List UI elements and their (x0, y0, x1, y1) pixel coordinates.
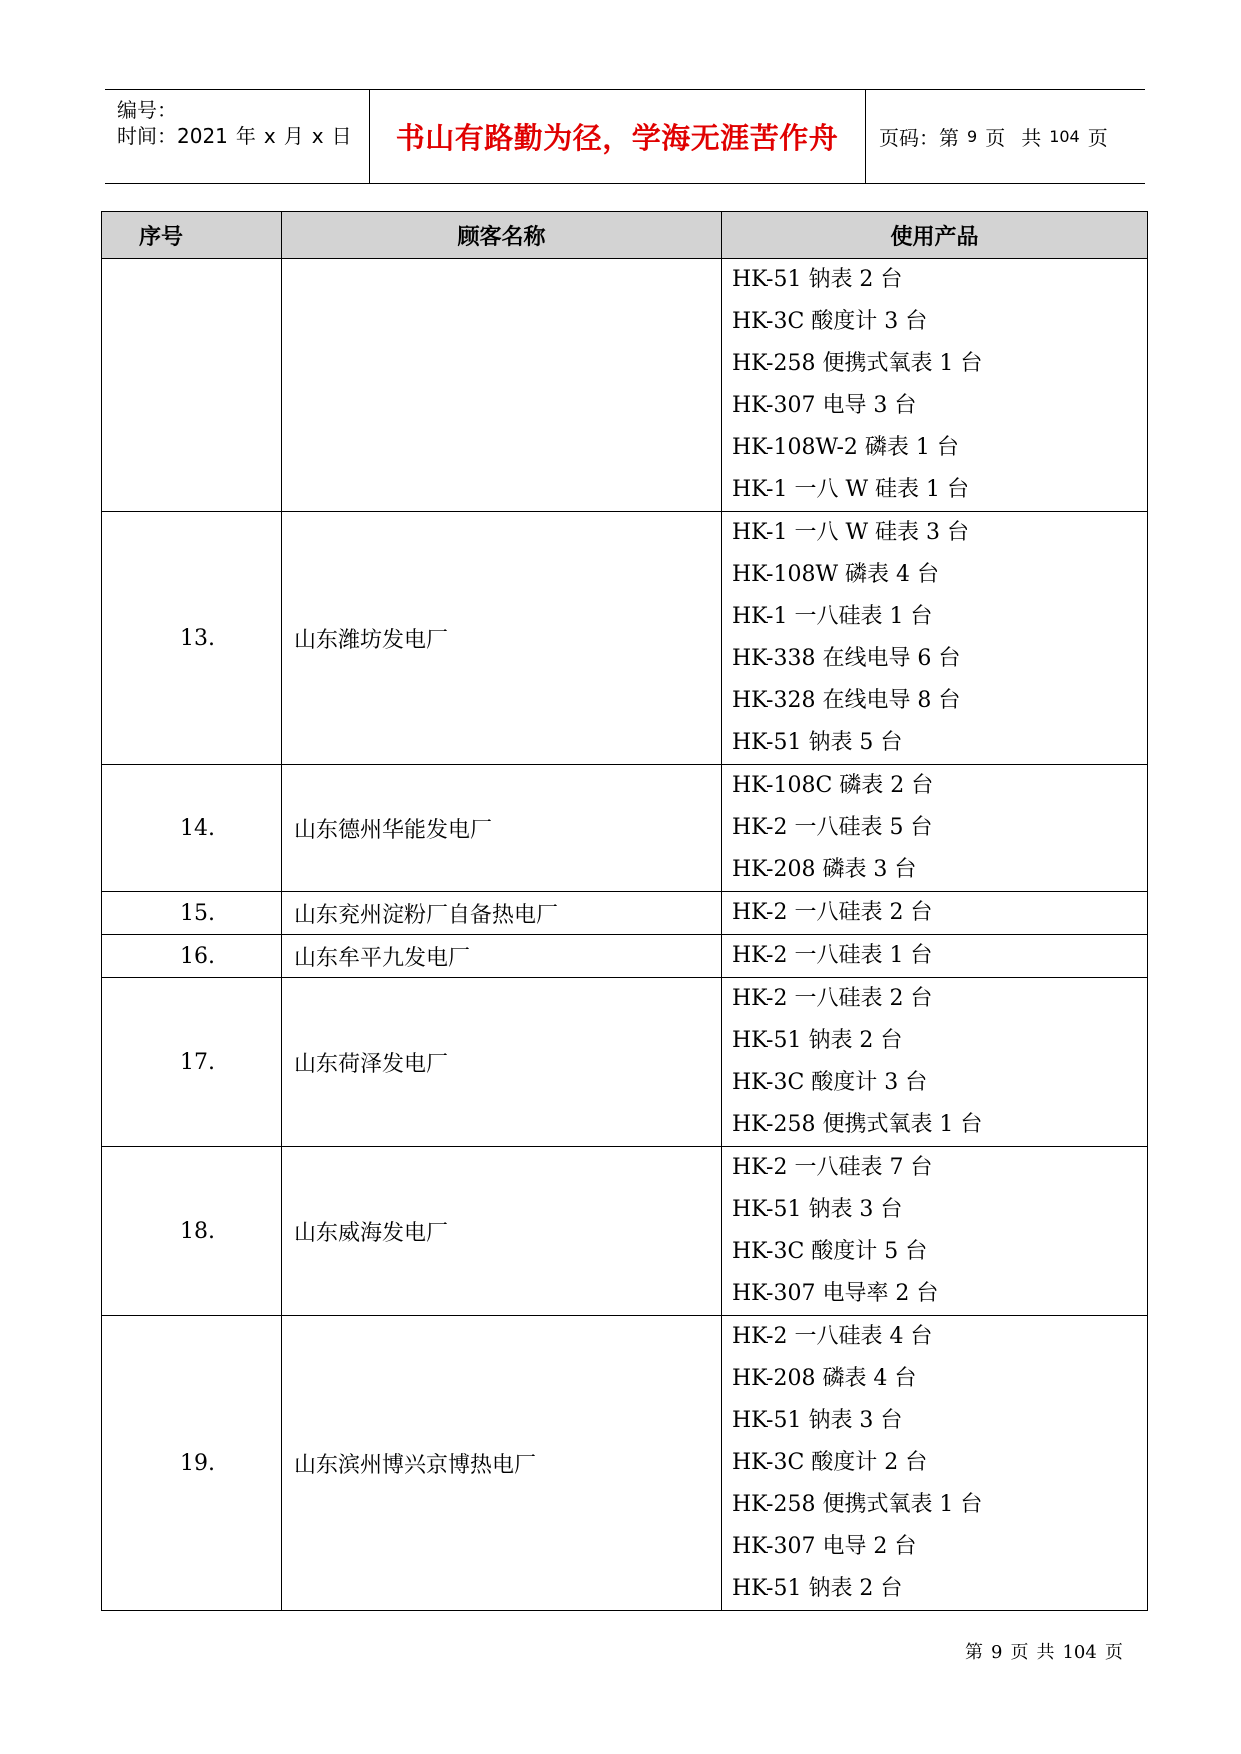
footer-suffix: 页 (1104, 1642, 1123, 1663)
product-line: HK-1 一八硅表 1 台 (732, 604, 933, 629)
product-line: HK-328 在线电导 8 台 (732, 688, 961, 713)
table-row (102, 259, 1148, 512)
row-products (722, 512, 1148, 765)
product-line: HK-3C 酸度计 3 台 (732, 309, 928, 334)
document-time (117, 120, 352, 149)
product-line: HK-51 钠表 3 台 (732, 1408, 903, 1433)
header-page-indicator (865, 90, 1145, 183)
row-products (722, 935, 1148, 978)
product-line: HK-2 一八硅表 2 台 (732, 900, 933, 925)
product-line: HK-3C 酸度计 2 台 (732, 1450, 928, 1475)
product-line: HK-208 磷表 3 台 (732, 857, 917, 882)
table-row (102, 892, 1148, 935)
product-line: HK-51 钠表 5 台 (732, 730, 903, 755)
product-line: HK-3C 酸度计 3 台 (732, 1070, 928, 1095)
product-line: HK-307 电导率 2 台 (732, 1281, 939, 1306)
product-line: HK-258 便携式氧表 1 台 (732, 1112, 983, 1137)
product-line: HK-1 一八 W 硅表 3 台 (732, 520, 970, 545)
column-header-customer: 顾客名称 (282, 212, 722, 259)
row-products (722, 1147, 1148, 1316)
row-customer: 山东荷泽发电厂 (282, 978, 722, 1147)
row-products (722, 892, 1148, 935)
row-seq: 18. (102, 1147, 282, 1316)
row-products (722, 978, 1148, 1147)
time-year-suffix: 年 (235, 124, 256, 148)
time-year: 2021 (177, 124, 228, 148)
table-row (102, 1316, 1148, 1611)
product-line: HK-2 一八硅表 2 台 (732, 986, 933, 1011)
product-line: HK-258 便携式氧表 1 台 (732, 1492, 983, 1517)
page-total: 104 (1049, 127, 1080, 146)
product-line: HK-2 一八硅表 4 台 (732, 1324, 933, 1349)
product-line: HK-108W 磷表 4 台 (732, 562, 940, 587)
product-line: HK-2 一八硅表 1 台 (732, 943, 933, 968)
row-customer: 山东牟平九发电厂 (282, 935, 722, 978)
product-line: HK-51 钠表 2 台 (732, 1576, 903, 1601)
product-line: HK-307 电导 3 台 (732, 393, 917, 418)
row-seq: 15. (102, 892, 282, 935)
footer-mid: 页 (1010, 1642, 1029, 1663)
product-line: HK-108W-2 磷表 1 台 (732, 435, 959, 460)
footer-prefix: 第 (965, 1642, 983, 1663)
row-customer (282, 259, 722, 512)
table-row (102, 935, 1148, 978)
product-line: HK-1 一八 W 硅表 1 台 (732, 477, 970, 502)
product-line: HK-51 钠表 2 台 (732, 267, 903, 292)
row-customer: 山东滨州博兴京博热电厂 (282, 1316, 722, 1611)
table-row (102, 765, 1148, 892)
page-footer (965, 1638, 1123, 1664)
table-row (102, 978, 1148, 1147)
footer-total-label: 共 (1036, 1642, 1055, 1663)
row-seq: 14. (102, 765, 282, 892)
time-day-suffix: 日 (331, 124, 352, 148)
product-line: HK-338 在线电导 6 台 (732, 646, 961, 671)
page-current: 9 (967, 127, 978, 146)
product-line: HK-3C 酸度计 5 台 (732, 1239, 928, 1264)
table-row (102, 512, 1148, 765)
product-line: HK-258 便携式氧表 1 台 (732, 351, 983, 376)
row-seq: 16. (102, 935, 282, 978)
document-header (105, 89, 1145, 184)
column-header-seq: 序号 (102, 212, 282, 259)
table-header-row (102, 212, 1148, 259)
page-mid: 页 (985, 126, 1006, 150)
header-slogan: 书山有路勤为径，学海无涯苦作舟 (369, 90, 866, 183)
row-seq: 17. (102, 978, 282, 1147)
customer-table (101, 211, 1148, 1611)
header-meta (105, 90, 370, 183)
row-customer: 山东德州华能发电厂 (282, 765, 722, 892)
column-header-products: 使用产品 (722, 212, 1148, 259)
time-label: 时间： (117, 124, 177, 148)
product-line: HK-2 一八硅表 7 台 (732, 1155, 933, 1180)
page-end: 页 (1087, 126, 1108, 150)
document-number-label: 编号： (117, 98, 177, 122)
row-products (722, 1316, 1148, 1611)
table-row (102, 1147, 1148, 1316)
page-label: 页码：第 (879, 126, 959, 150)
time-day: x (311, 124, 324, 148)
time-month-suffix: 月 (283, 124, 304, 148)
row-customer: 山东潍坊发电厂 (282, 512, 722, 765)
product-line: HK-307 电导 2 台 (732, 1534, 917, 1559)
row-products (722, 765, 1148, 892)
row-seq: 13. (102, 512, 282, 765)
row-seq: 19. (102, 1316, 282, 1611)
row-customer: 山东兖州淀粉厂自备热电厂 (282, 892, 722, 935)
product-line: HK-51 钠表 3 台 (732, 1197, 903, 1222)
product-line: HK-108C 磷表 2 台 (732, 773, 934, 798)
time-month: x (263, 124, 276, 148)
row-seq (102, 259, 282, 512)
footer-total: 104 (1062, 1642, 1097, 1663)
product-line: HK-208 磷表 4 台 (732, 1366, 917, 1391)
product-line: HK-51 钠表 2 台 (732, 1028, 903, 1053)
product-line: HK-2 一八硅表 5 台 (732, 815, 933, 840)
page-total-label: 共 (1021, 126, 1042, 150)
footer-current: 9 (991, 1642, 1003, 1663)
row-products (722, 259, 1148, 512)
row-customer: 山东威海发电厂 (282, 1147, 722, 1316)
